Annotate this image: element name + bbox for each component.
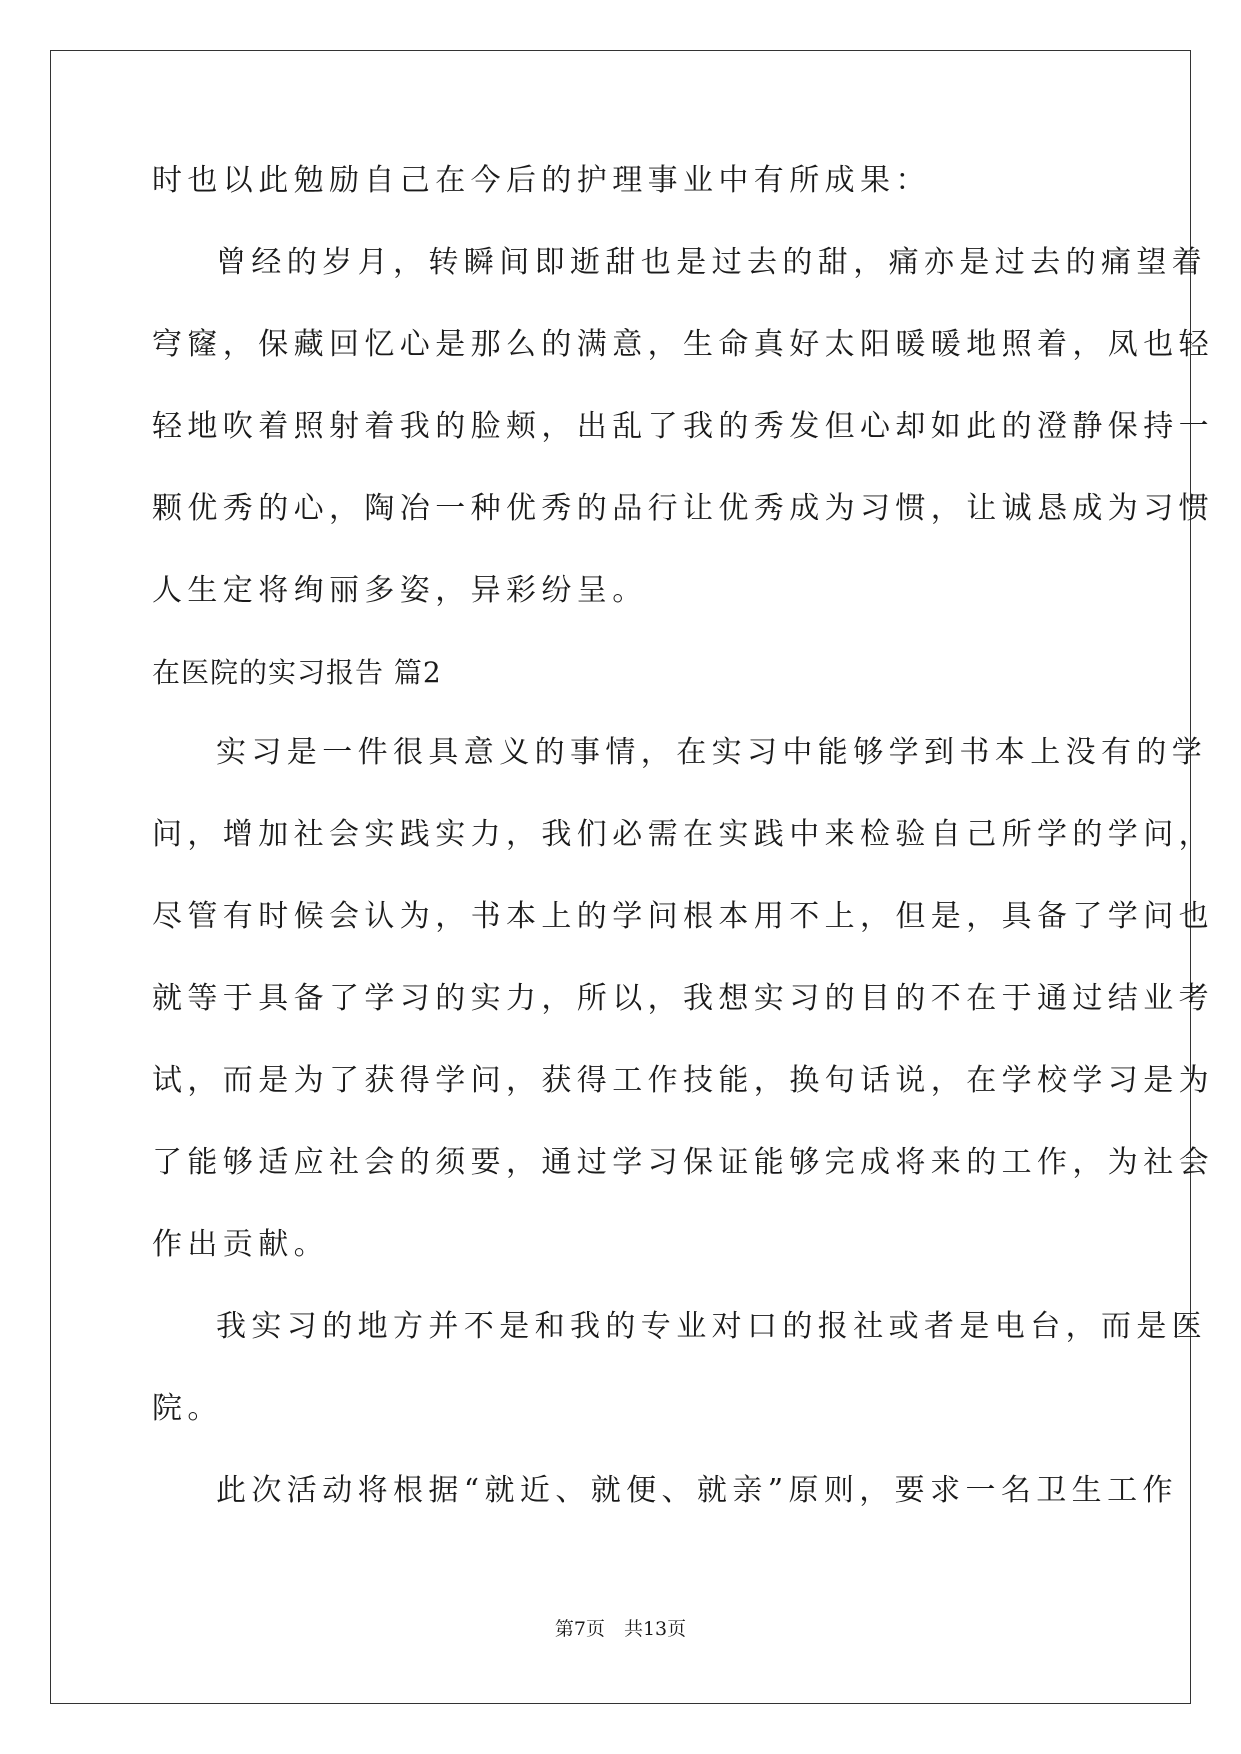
body-line: 人生定将绚丽多姿，异彩纷呈。: [152, 573, 648, 608]
paragraph-start: 我实习的地方并不是和我的专业对口的报社或者是电台，而是医: [216, 1309, 1208, 1344]
paragraph-start: 曾经的岁月，转瞬间即逝甜也是过去的甜，痛亦是过去的痛望着: [216, 245, 1208, 280]
body-line: 院。: [152, 1391, 223, 1426]
document-body: [152, 158, 1214, 1550]
body-line: 就等于具备了学习的实力，所以，我想实习的目的不在于通过结业考: [152, 981, 1214, 1016]
page-number-footer: 第7页 共13页: [554, 1618, 687, 1640]
paragraph-start: 此次活动将根据“就近、就便、就亲”原则，要求一名卫生工作: [216, 1473, 1178, 1508]
body-line: 时也以此勉励自己在今后的护理事业中有所成果：: [152, 163, 931, 198]
body-line: 作出贡献。: [152, 1227, 329, 1262]
paragraph-start: 实习是一件很具意义的事情，在实习中能够学到书本上没有的学: [216, 735, 1208, 770]
body-line: 穹窿，保藏回忆心是那么的满意，生命真好太阳暖暖地照着，凤也轻: [152, 327, 1214, 362]
section-heading: 在医院的实习报告 篇2: [152, 656, 442, 689]
body-line: 颗优秀的心，陶冶一种优秀的品行让优秀成为习惯，让诚恳成为习惯: [152, 491, 1214, 526]
body-line: 尽管有时候会认为，书本上的学问根本用不上，但是，具备了学问也: [152, 899, 1214, 934]
body-line: 轻地吹着照射着我的脸颊，出乱了我的秀发但心却如此的澄静保持一: [152, 409, 1214, 444]
body-line: 了能够适应社会的须要，通过学习保证能够完成将来的工作，为社会: [152, 1145, 1214, 1180]
body-line: 试，而是为了获得学问，获得工作技能，换句话说，在学校学习是为: [152, 1063, 1214, 1098]
body-line: 问，增加社会实践实力，我们必需在实践中来检验自己所学的学问，: [152, 817, 1214, 852]
